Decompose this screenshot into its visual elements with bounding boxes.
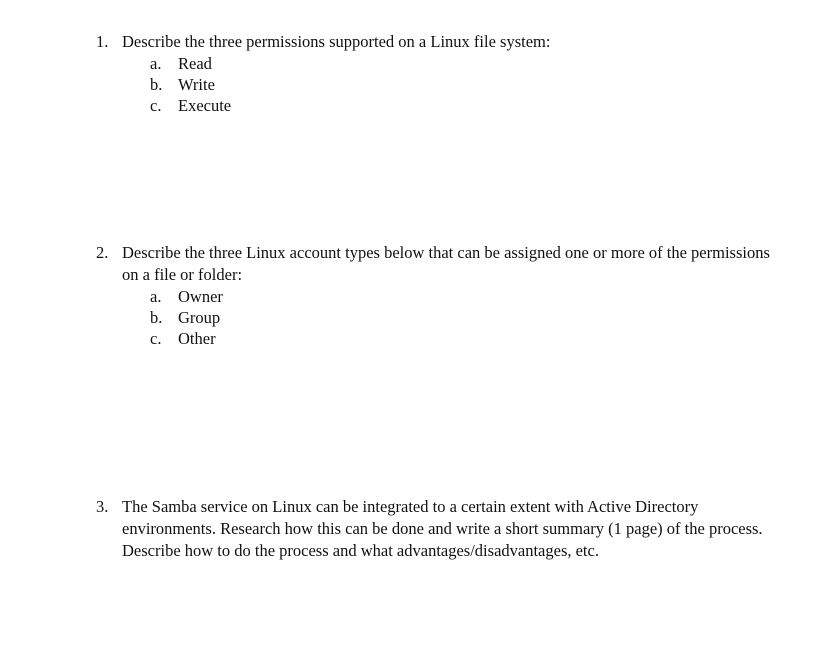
list-item-text: Owner	[178, 287, 223, 306]
list-item-text: Other	[178, 329, 216, 348]
list-item-text: Group	[178, 308, 221, 327]
question-1-number: 1.	[96, 32, 109, 51]
list-item-text: Execute	[178, 96, 232, 115]
list-item-letter: b.	[150, 308, 163, 327]
list-item	[150, 307, 786, 328]
question-2	[96, 242, 786, 349]
question-1-text: Describe the three permissions supported on a Linux file system:	[122, 32, 551, 51]
list-item-letter: b.	[150, 75, 163, 94]
question-2-number: 2.	[96, 243, 109, 262]
question-2-subitems	[150, 286, 786, 349]
question-3-number: 3.	[96, 497, 109, 516]
list-item-letter: a.	[150, 54, 162, 73]
list-item	[150, 53, 786, 74]
question-1	[96, 31, 786, 116]
list-item-letter: c.	[150, 96, 162, 115]
list-item	[150, 74, 786, 95]
list-item	[150, 95, 786, 116]
list-item-text: Read	[178, 54, 212, 73]
list-item	[150, 286, 786, 307]
list-item-letter: a.	[150, 287, 162, 306]
list-item-letter: c.	[150, 329, 162, 348]
question-3-text: The Samba service on Linux can be integrated to a certain extent with Active Directory environments. Research how this can be done and write a short summary (1 page) of the process. Describe how to do the process and what advantages/disadvantages, etc.	[122, 497, 763, 560]
question-2-text: Describe the three Linux account types below that can be assigned one or more of the permissions on a file or folder:	[122, 243, 770, 284]
question-3	[96, 496, 786, 562]
question-1-row	[96, 31, 786, 53]
list-item-text: Write	[178, 75, 215, 94]
question-2-row	[96, 242, 786, 286]
list-item	[150, 328, 786, 349]
question-3-row	[96, 496, 786, 562]
question-1-subitems	[150, 53, 786, 116]
